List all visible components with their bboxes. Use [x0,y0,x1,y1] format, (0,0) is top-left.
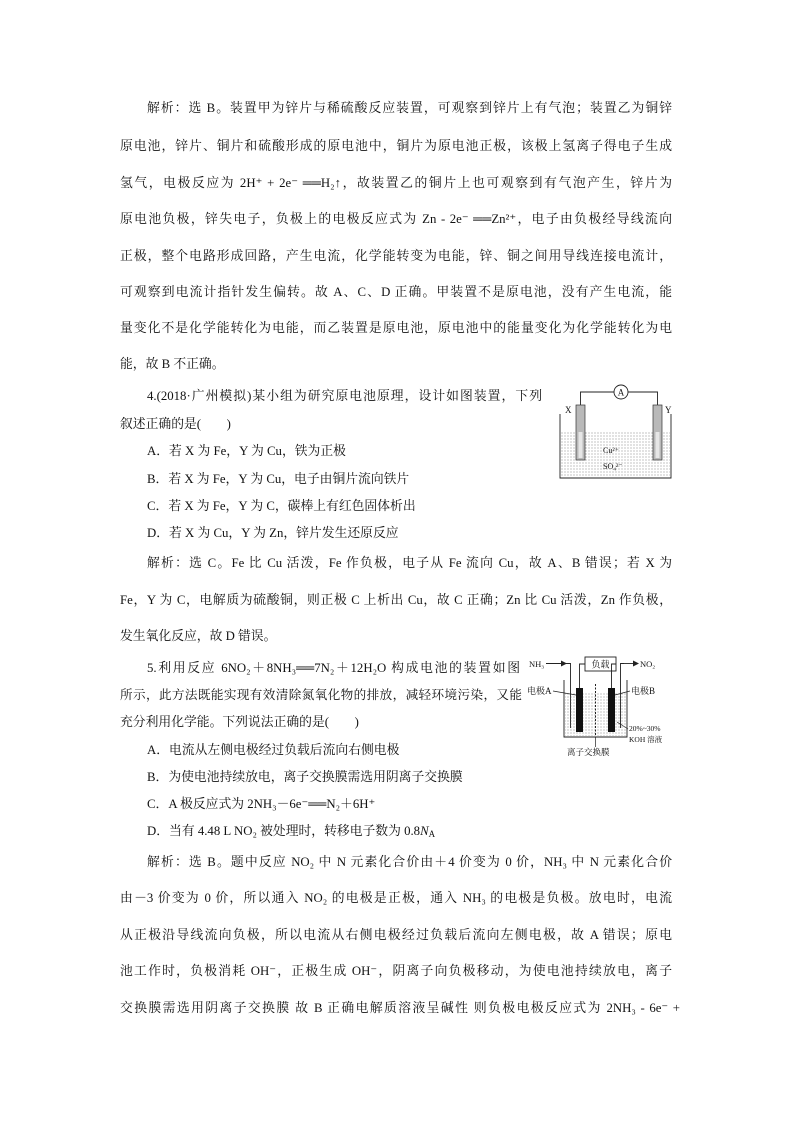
inlet-label: NH₃ [529,659,545,669]
explanation-5-line: 池工作时，负极消耗 OH⁻，正极生成 OH⁻，阴离子向负极移动，为使电池持续放电，离子 [120,964,672,978]
question-5-option-a: A．电流从左侧电极经过负载后流向右侧电极 [147,743,400,757]
explanation-3-line: 原电池，锌片、铜片和硫酸形成的原电池中，铜片为原电池正极，该极上氢离子得电子生成 [120,139,672,153]
membrane-label: 离子交换膜 [567,747,610,757]
wire-left [581,392,615,406]
avogadro-subscript: A [428,829,436,840]
explanation-5-line: 解析：选 B。题中反应 NO₂ 中 N 元素化合价由＋4 价变为 0 价，NH₃ 中 N 元素化合价 [147,855,672,869]
outlet-label: NO₂ [640,659,656,669]
cation-label: Cu²⁺ [603,446,619,455]
question-4-option-b: B．若 X 为 Fe，Y 为 Cu，电子由铜片流向铁片 [147,472,410,486]
explanation-3-line: 量变化不是化学能转化为电能，而乙装置是原电池，原电池中的能量变化为化学能转化为电 [120,321,672,335]
question-5-option-d [147,821,435,841]
electrode-a [576,688,583,732]
concentration-label: 20%~30% [629,724,661,733]
question-5-stem: 充分利用化学能。下列说法正确的是( ) [120,715,359,729]
explanation-3-line: 能，故 B 不正确。 [120,357,225,371]
explanation-3-line: 可观察到电流计指针发生偏转。故 A、C、D 正确。甲装置不是原电池，没有产生电流，能 [120,285,672,299]
question-4-option-d: D．若 X 为 Cu，Y 为 Zn，锌片发生还原反应 [147,526,399,540]
explanation-4-line: Fe，Y 为 C，电解质为硫酸铜，则正极 C 上析出 Cu，故 C 正确；Zn 比 Cu 活泼，Zn 作负极， [120,593,672,607]
anion-label: SO₄²⁻ [603,462,623,471]
option-d-text: D．当有 4.48 L NO₂ 被处理时，转移电子数为 0.8 [147,824,421,838]
explanation-3-line: 正极，整个电路形成回路，产生电流，化学能转变为电能，锌、铜之间用导线连接电流计， [120,249,672,263]
question-4-option-c: C．若 X 为 Fe，Y 为 C，碳棒上有红色固体析出 [147,499,416,513]
question-4-stem: 4.(2018·广州模拟)某小组为研究原电池原理，设计如图装置，下列 [147,389,542,403]
explanation-3-line: 氢气，电极反应为 2H⁺ + 2e⁻ ══H₂↑，故装置乙的铜片上也可观察到有气泡产生，锌片为 [120,176,672,190]
electrode-x-label: X [565,405,572,415]
explanation-5-line: 由－3 价变为 0 价，所以通入 NO₂ 的电极是正极，通入 NH₃ 的电极是负极。放电时，电流 [120,891,672,905]
wire-to-electrode-a [580,664,586,688]
ammeter-label: A [617,387,625,398]
question-5-option-b: B．为使电池持续放电，离子交换膜需选用阴离子交换膜 [147,770,463,784]
wire-right [628,392,658,406]
question-5-stem: 5.利用反应 6NO₂＋8NH₃══7N₂＋12H₂O 构成电池的装置如图 [147,661,520,675]
electrode-y-label: Y [665,405,672,415]
electrode-b [608,688,615,732]
explanation-3-line: 原电池负极，锌失电子，负极上的电极反应式为 Zn - 2e⁻ ══Zn²⁺，电子由负极经导线流向 [120,212,672,226]
electrolyte-label: KOH 溶液 [629,735,663,744]
question-4-figure [555,383,675,483]
explanation-5-line: 交换膜需选用阴离子交换膜 故 B 正确电解质溶液呈碱性 则负极电极反应式为 2NH₃ - 6e⁻ + [120,1001,680,1015]
question-4-option-a: A．若 X 为 Fe，Y 为 Cu，铁为正极 [147,444,346,458]
question-5-figure [525,652,675,762]
question-4-stem: 叙述正确的是( ) [120,417,231,431]
question-5-option-c: C．A 极反应式为 2NH₃－6e⁻══N₂＋6H⁺ [147,797,376,811]
electrode-x-core [579,432,583,458]
question-5-stem: 所示，此方法既能实现有效清除氮氧化物的排放，减轻环境污染，又能 [120,688,522,702]
electrode-b-label: 电极B [631,686,656,696]
load-label: 负载 [591,659,610,670]
explanation-5-line: 从正极沿导线流向负极，所以电流从右侧电极经过负载后流向左侧电极，故 A 错误；原电 [120,928,672,942]
electrode-y-core [656,432,660,458]
explanation-3-line: 解析：选 B。装置甲为锌片与稀硫酸反应装置，可观察到锌片上有气泡；装置乙为铜锌 [147,101,672,115]
explanation-4-line: 解析：选 C。Fe 比 Cu 活泼，Fe 作负极，电子从 Fe 流向 Cu，故 A、B 错误；若 X 为 [147,556,672,570]
electrode-a-label: 电极A [527,686,552,696]
explanation-4-line: 发生氧化反应，故 D 错误。 [120,629,277,643]
avogadro-symbol: N [420,824,429,838]
